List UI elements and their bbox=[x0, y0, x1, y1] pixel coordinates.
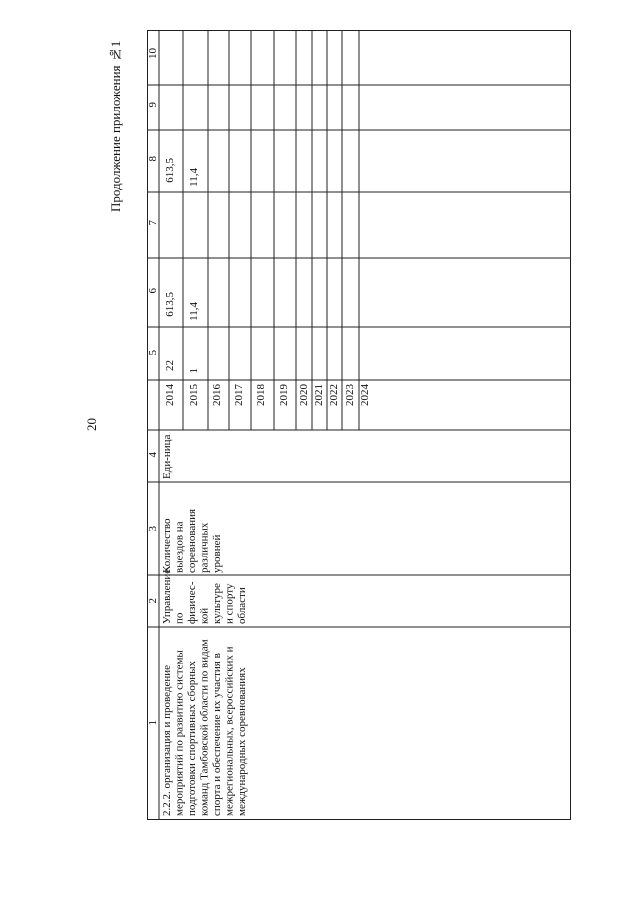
col6-2015: 11,4 bbox=[188, 302, 200, 321]
header-8: 8 bbox=[147, 156, 159, 162]
data-table bbox=[147, 30, 571, 820]
year-2024: 2024 bbox=[359, 384, 371, 406]
cell-executor: Управление по физичес-кой культуре и спорту области bbox=[161, 568, 248, 624]
header-2: 2 bbox=[147, 598, 159, 604]
cell-indicator: Количество выездов на соревнования различных уровней bbox=[161, 508, 223, 573]
header-3: 3 bbox=[147, 526, 159, 532]
header-7: 7 bbox=[147, 220, 159, 226]
year-2019: 2019 bbox=[278, 384, 290, 406]
year-2022: 2022 bbox=[328, 384, 340, 406]
year-2023: 2023 bbox=[344, 384, 356, 406]
col8-2014: 613,5 bbox=[164, 158, 176, 183]
continuation-label: Продолжение приложения №1 bbox=[108, 40, 123, 212]
header-4: 4 bbox=[147, 452, 159, 458]
year-2014: 2014 bbox=[164, 384, 176, 406]
year-2021: 2021 bbox=[313, 384, 325, 406]
year-2017: 2017 bbox=[233, 384, 245, 406]
year-2018: 2018 bbox=[255, 384, 267, 406]
year-2016: 2016 bbox=[211, 384, 223, 406]
header-5: 5 bbox=[147, 350, 159, 356]
col8-2015: 11,4 bbox=[188, 168, 200, 187]
page-number: 20 bbox=[84, 418, 99, 431]
cell-unit: Еди-ница bbox=[161, 434, 173, 479]
year-2020: 2020 bbox=[298, 384, 310, 406]
col5-2014: 22 bbox=[164, 360, 176, 371]
header-1: 1 bbox=[147, 720, 159, 726]
header-6: 6 bbox=[147, 288, 159, 294]
header-9: 9 bbox=[147, 102, 159, 108]
header-10: 10 bbox=[147, 48, 159, 59]
cell-activity: 2.2.2. организация и проведение мероприятий по развитию системы подготовки спортивных сборных команд Тамбовской области по видам спорта и обеспечение их участия в межрегиональных, всероссийских и международных соревнованиях bbox=[161, 639, 248, 816]
col5-2015: 1 bbox=[188, 368, 200, 374]
col6-2014: 613,5 bbox=[164, 292, 176, 317]
year-2015: 2015 bbox=[188, 384, 200, 406]
